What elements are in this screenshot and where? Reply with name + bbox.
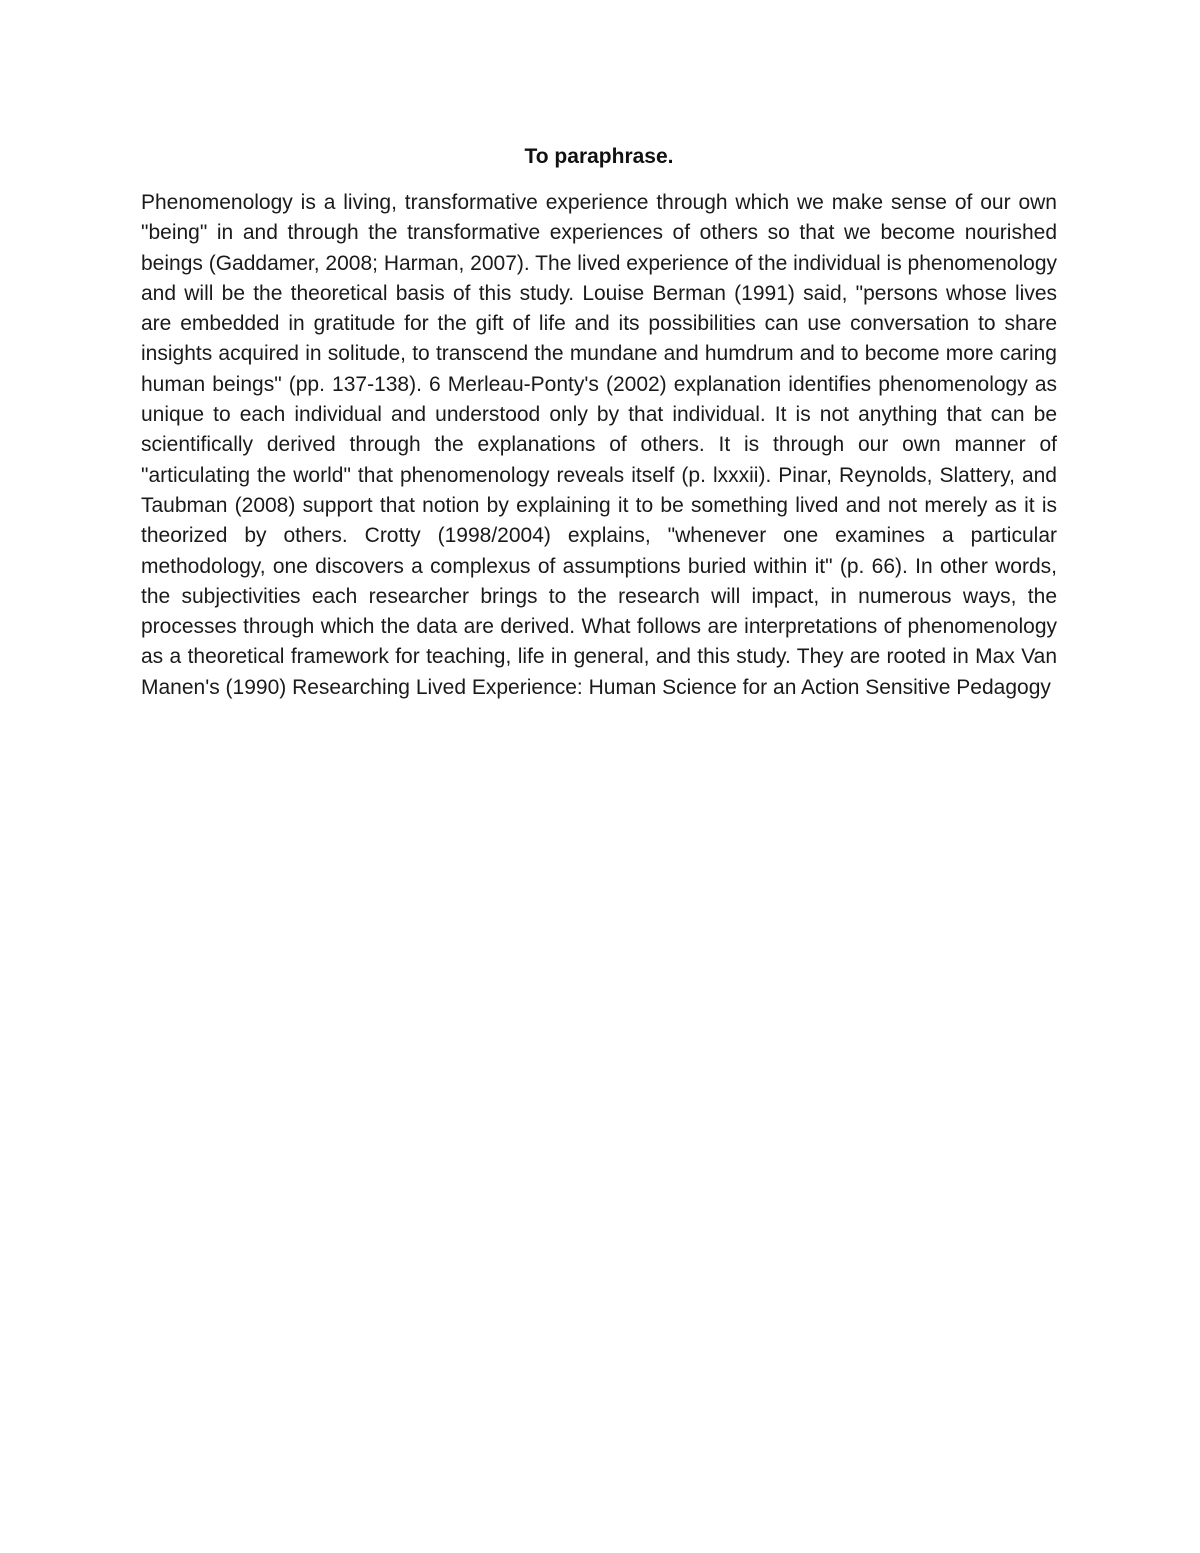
document-body-paragraph: Phenomenology is a living, transformative experience through which we make sense of our own "being" in and through the transformative experiences of others so that we become nourished beings (Gaddamer, 2008; Harman, 2007). The lived experience of the individual is phenomenology and will be the theoretical basis of this study. Louise Berman (1991) said, "persons whose lives are embedded in gratitude for the gift of life and its possibilities can use conversation to share insights acquired in solitude, to transcend the mundane and humdrum and to become more caring human beings" (pp. 137-138). 6 Merleau-Ponty's (2002) explanation identifies phenomenology as unique to each individual and understood only by that individual. It is not anything that can be scientifically derived through the explanations of others. It is through our own manner of "articulating the world" that phenomenology reveals itself (p. lxxxii). Pinar, Reynolds, Slattery, and Taubman (2008) support that notion by explaining it to be something lived and not merely as it is theorized by others. Crotty (1998/2004) explains, "whenever one examines a particular methodology, one discovers a complexus of assumptions buried within it" (p. 66). In other words, the subjectivities each researcher brings to the research will impact, in numerous ways, the processes through which the data are derived. What follows are interpretations of phenomenology as a theoretical framework for teaching, life in general, and this study. They are rooted in Max Van Manen's (1990) Researching Lived Experience: Human Science for an Action Sensitive Pedagogy: [141, 191, 1058, 699]
document-title: To paraphrase.: [524, 145, 674, 168]
